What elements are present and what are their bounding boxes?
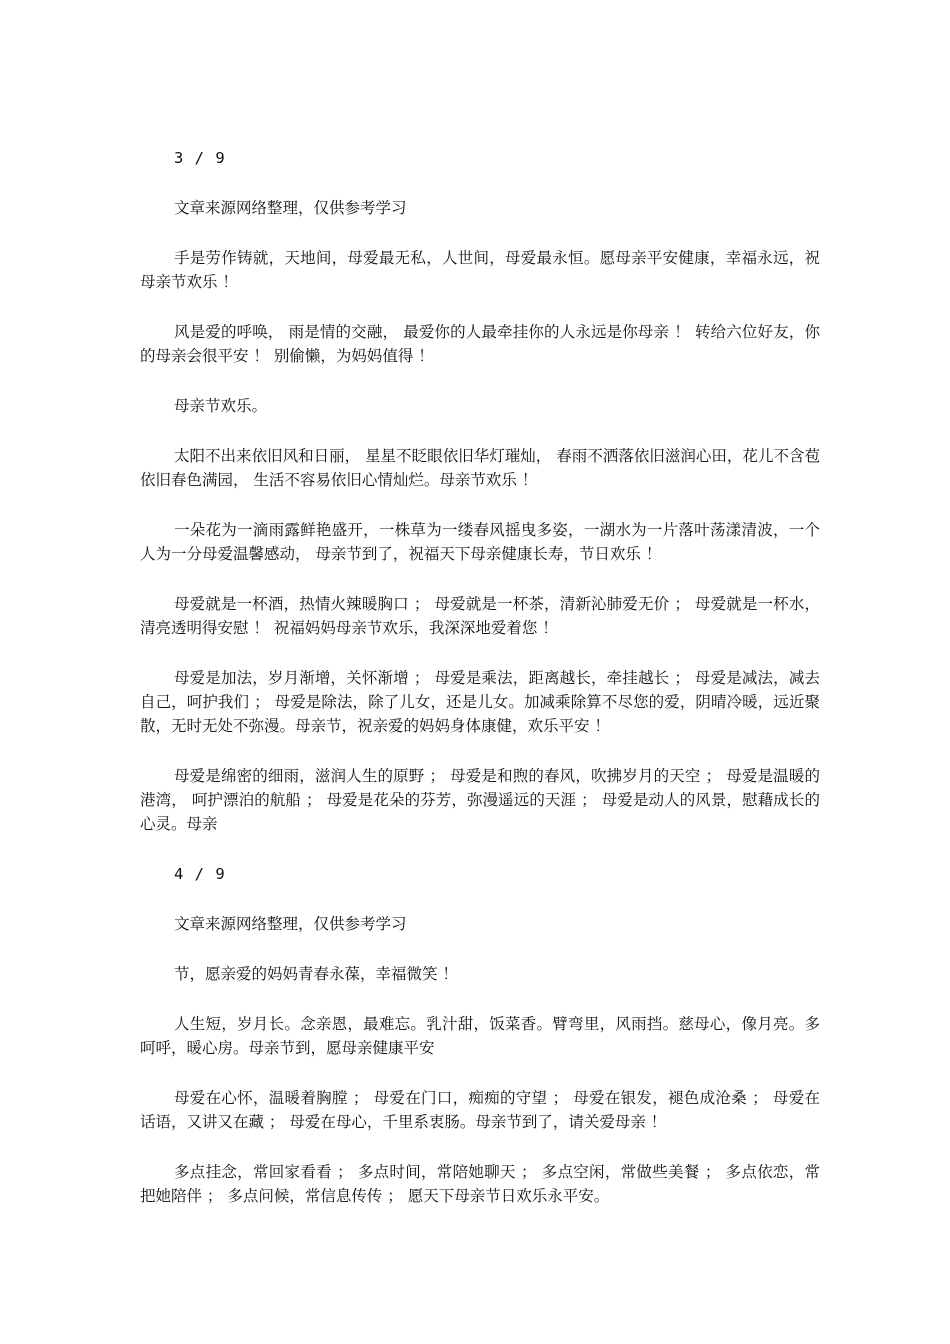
paragraph: 多点挂念，常回家看看 ； 多点时间，常陪她聊天 ； 多点空闲，常做些美餐 ； 多点依恋，常把她陪伴 ； 多点问候，常信息传传 ； 愿天下母亲节日欢乐永平安。 [140, 1163, 820, 1205]
paragraph: 母爱在心怀，温暖着胸膛 ； 母爱在门口，痴痴的守望 ； 母爱在银发，褪色成沧桑 ； 母爱在话语，又讲又在藏 ； 母爱在母心，千里系衷肠。母亲节到了，请关爱母亲 ！ [140, 1089, 820, 1131]
source-note: 文章来源网络整理，仅供参考学习 [174, 915, 407, 933]
paragraph: 一朵花为一滴雨露鲜艳盛开，一株草为一缕春风摇曳多姿，一湖水为一片落叶荡漾清波，一个人为一分母爱温馨感动， 母亲节到了，祝福天下母亲健康长寿，节日欢乐 ！ [140, 521, 820, 563]
page-number: 4 / 9 [174, 865, 226, 883]
paragraph: 人生短，岁月长。念亲恩，最难忘。乳汁甜，饭菜香。臂弯里，风雨挡。慈母心，像月亮。多呵呼，暖心房。母亲节到，愿母亲健康平安 [140, 1015, 820, 1057]
paragraph: 母爱就是一杯酒，热情火辣暖胸口 ； 母爱就是一杯茶，清新沁肺爱无价 ； 母爱就是一杯水，清亮透明得安慰 ！ 祝福妈妈母亲节欢乐，我深深地爱着您 ！ [140, 595, 820, 637]
document-body [140, 146, 820, 1208]
paragraph: 风是爱的呼唤， 雨是情的交融， 最爱你的人最牵挂你的人永远是你母亲 ！ 转给六位好友，你的母亲会很平安 ！ 别偷懒，为妈妈值得 ！ [140, 323, 820, 365]
paragraph: 手是劳作铸就，天地间，母爱最无私，人世间，母爱最永恒。愿母亲平安健康，幸福永远，祝母亲节欢乐 ！ [140, 249, 820, 291]
paragraph: 节，愿亲爱的妈妈青春永葆，幸福微笑 ！ [174, 965, 458, 983]
paragraph: 母亲节欢乐。 [174, 397, 268, 415]
paragraph: 太阳不出来依旧风和日丽， 星星不眨眼依旧华灯璀灿， 春雨不洒落依旧滋润心田，花儿不含苞依旧春色满园， 生活不容易依旧心情灿烂。母亲节欢乐 ！ [140, 447, 820, 489]
paragraph: 母爱是绵密的细雨，滋润人生的原野 ； 母爱是和煦的春风，吹拂岁月的天空 ； 母爱是温暖的港湾， 呵护漂泊的航船 ； 母爱是花朵的芬芳，弥漫遥远的天涯 ； 母爱是动人的风景，慰藉成长的心灵。母亲 [140, 767, 820, 833]
paragraph: 母爱是加法，岁月渐增，关怀渐增 ； 母爱是乘法，距离越长，牵挂越长 ； 母爱是减法，减去自己，呵护我们 ； 母爱是除法，除了儿女，还是儿女。加减乘除算不尽您的爱，阴晴冷暖，远近聚散，无时无处不弥漫。母亲节，祝亲爱的妈妈身体康健，欢乐平安 ！ [140, 669, 820, 735]
page-number: 3 / 9 [174, 149, 226, 167]
source-note: 文章来源网络整理，仅供参考学习 [174, 199, 407, 217]
